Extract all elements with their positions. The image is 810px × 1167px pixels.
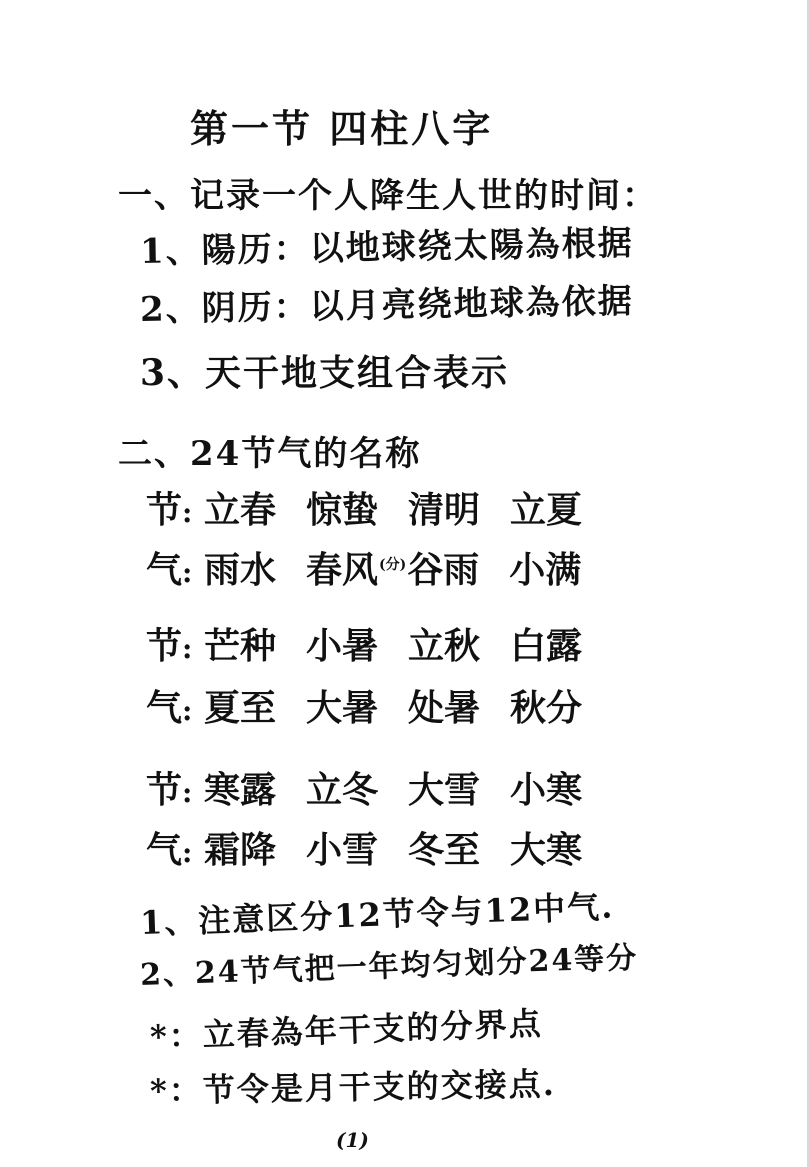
row-colon: : (182, 694, 193, 727)
solar-term: 大暑 (306, 687, 379, 729)
solar-term: 霜降 (204, 829, 277, 871)
solar-term: 清明 (408, 489, 481, 531)
section-2-heading: 二、24节气的名称 (118, 434, 422, 474)
note-item: *：立春為年干支的分界点 (149, 1004, 544, 1056)
solar-term: 立夏 (510, 489, 583, 531)
note-item: 1、注意区分12节令与12中气. (139, 887, 615, 942)
solar-term: 冬至 (408, 829, 481, 871)
solar-term-row (146, 680, 612, 731)
solar-term: 立冬 (306, 769, 379, 811)
solar-term-row (146, 618, 612, 669)
solar-term: 雨水 (204, 549, 277, 591)
solar-term: 夏至 (204, 687, 277, 729)
solar-term: 大雪 (408, 769, 481, 811)
solar-term: 寒露 (204, 769, 277, 811)
row-prefix: 气 (146, 549, 183, 591)
solar-term: 立秋 (408, 625, 481, 667)
row-prefix: 气 (146, 829, 183, 871)
solar-term: 处暑 (408, 687, 481, 729)
row-prefix: 气 (146, 687, 183, 729)
solar-term: 白露 (510, 625, 583, 667)
solar-term: 小雪 (306, 829, 379, 871)
solar-term: 春风 (306, 549, 379, 591)
row-colon: : (182, 496, 193, 529)
solar-term-row (146, 762, 612, 813)
solar-term: 立春 (204, 489, 277, 531)
row-colon: : (182, 556, 193, 589)
solar-term: 小满 (509, 549, 582, 591)
solar-term: 惊蛰 (306, 489, 379, 531)
page-number: (1) (336, 1128, 369, 1152)
section-1-item-ganzhi: 3、天干地支组合表示 (140, 352, 510, 394)
page-title: 第一节 四柱八字 (190, 106, 494, 151)
solar-term: 大寒 (510, 829, 583, 871)
inline-annotation: (分) (379, 557, 407, 573)
note-item: 2、24节气把一年均匀划分24等分 (139, 940, 639, 993)
solar-term: 小暑 (306, 625, 379, 667)
row-colon: : (182, 776, 193, 809)
section-1-item-lunar: 2、阴历：以月亮绕地球為依据 (139, 281, 634, 330)
section-1-heading: 一、记录一个人降生人世的时间： (118, 176, 658, 216)
note-item: *：节令是月干支的交接点. (149, 1064, 557, 1110)
row-colon: : (182, 632, 193, 665)
solar-term: 谷雨 (407, 549, 480, 591)
row-prefix: 节 (146, 625, 183, 667)
solar-term-row (146, 542, 611, 593)
solar-term: 小寒 (510, 769, 583, 811)
row-prefix: 节 (146, 489, 183, 531)
section-1-item-solar: 1、陽历：以地球绕太陽為根据 (139, 223, 634, 272)
solar-term: 芒种 (204, 625, 277, 667)
solar-term-row (146, 822, 612, 873)
solar-term-row (146, 482, 612, 533)
row-prefix: 节 (146, 769, 183, 811)
row-colon: : (182, 836, 193, 869)
solar-term: 秋分 (510, 687, 583, 729)
